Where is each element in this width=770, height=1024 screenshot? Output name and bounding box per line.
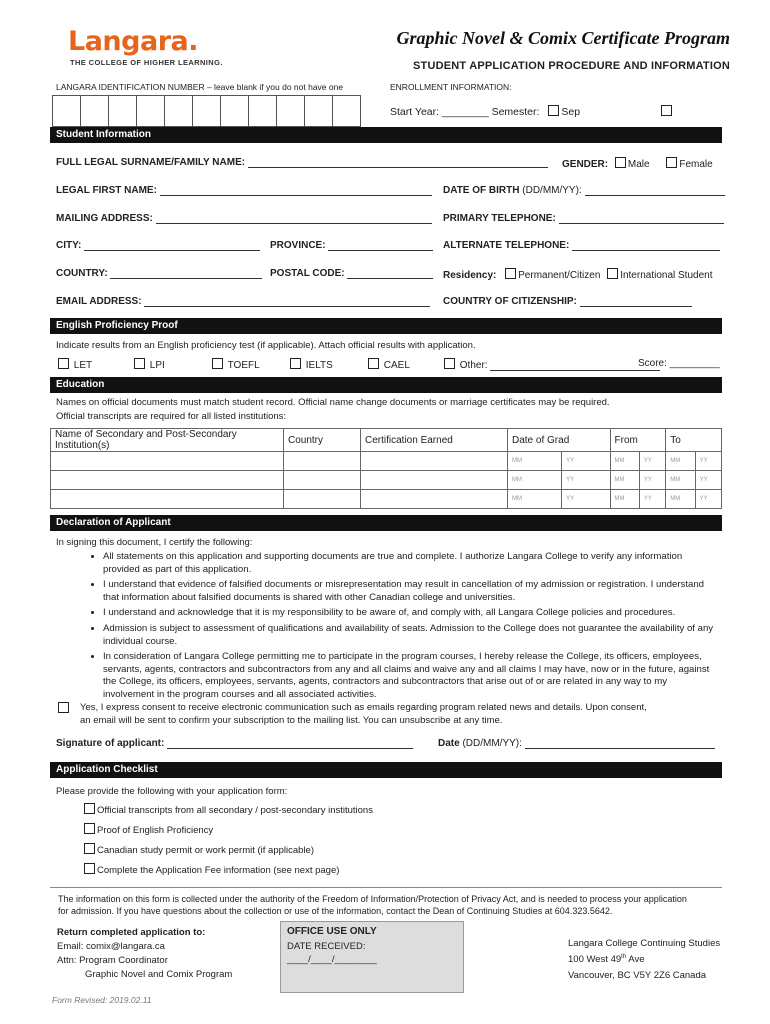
checklist-intro: Please provide the following with your application form: bbox=[56, 786, 288, 797]
country-label: COUNTRY: bbox=[56, 268, 108, 279]
let-label: LET bbox=[73, 360, 93, 371]
header-country: Country bbox=[284, 429, 361, 452]
transcripts-checkbox[interactable] bbox=[84, 803, 95, 814]
checklist-item-permit[interactable] bbox=[84, 843, 314, 856]
english-proof-checkbox[interactable] bbox=[84, 823, 95, 834]
fee-label: Complete the Application Fee information (see next page) bbox=[97, 865, 340, 876]
header-from: From bbox=[610, 429, 666, 452]
id-number-boxes[interactable] bbox=[52, 95, 361, 127]
start-year-label: Start Year: ________ Semester: bbox=[390, 106, 540, 118]
citizenship-label: COUNTRY OF CITIZENSHIP: bbox=[443, 296, 577, 307]
primary-tel-field[interactable] bbox=[559, 213, 724, 224]
section-education: Education bbox=[50, 377, 722, 393]
grad-mm-cell[interactable]: MM bbox=[508, 471, 562, 490]
grad-yy-cell[interactable]: YY bbox=[562, 452, 610, 471]
langara-logo: Langara. bbox=[68, 26, 198, 57]
english-instruction: Indicate results from an English proficiency test (if applicable). Attach official results with application. bbox=[56, 340, 476, 351]
logo-tagline: THE COLLEGE OF HIGHER LEARNING. bbox=[70, 58, 223, 67]
lpi-label: LPI bbox=[149, 360, 165, 371]
other-field[interactable] bbox=[490, 360, 660, 371]
dob-label: DATE OF BIRTH bbox=[443, 185, 520, 196]
international-label: International Student bbox=[620, 270, 713, 281]
education-note-2: Official transcripts are required for all listed institutions: bbox=[56, 411, 287, 422]
header-date-grad: Date of Grad bbox=[508, 429, 611, 452]
email-label: EMAIL ADDRESS: bbox=[56, 296, 142, 307]
education-note-1: Names on official documents must match student record. Official name change documents or marriage certificates may be required. bbox=[56, 397, 610, 408]
country-cell[interactable] bbox=[284, 471, 361, 490]
permanent-label: Permanent/Citizen bbox=[518, 270, 601, 281]
sign-date-format: (DD/MM/YY): bbox=[462, 738, 522, 749]
province-label: PROVINCE: bbox=[270, 240, 326, 251]
city-row bbox=[56, 240, 260, 251]
first-name-label: LEGAL FIRST NAME: bbox=[56, 185, 157, 196]
list-item: • All statements on this application and supporting documents are true and complete. I authorize Langara College to verify any information provided as part of this application. bbox=[103, 551, 716, 576]
form-subtitle: STUDENT APPLICATION PROCEDURE AND INFORMATION bbox=[413, 60, 730, 72]
institution-cell[interactable] bbox=[51, 490, 284, 509]
enrollment-label: ENROLLMENT INFORMATION: bbox=[390, 82, 512, 92]
dob-row bbox=[443, 185, 725, 196]
from-yy-cell[interactable]: YY bbox=[639, 490, 665, 509]
primary-tel-row bbox=[443, 213, 724, 224]
return-program: Graphic Novel and Comix Program bbox=[85, 969, 233, 980]
table-row[interactable] bbox=[51, 490, 722, 509]
from-yy-cell[interactable]: YY bbox=[639, 471, 665, 490]
start-year-field[interactable] bbox=[390, 105, 674, 118]
sep-checkbox[interactable] bbox=[548, 105, 559, 116]
primary-tel-label: PRIMARY TELEPHONE: bbox=[443, 213, 556, 224]
test-option-let[interactable] bbox=[58, 358, 92, 371]
test-option-toefl[interactable] bbox=[212, 358, 260, 371]
address-line-3: Vancouver, BC V5Y 2Z6 Canada bbox=[568, 970, 707, 981]
email-field[interactable] bbox=[144, 296, 430, 307]
citizenship-field[interactable] bbox=[580, 296, 692, 307]
header-certification: Certification Earned bbox=[361, 429, 508, 452]
checklist-item-fee[interactable] bbox=[84, 863, 339, 876]
return-to-label: Return completed application to: bbox=[57, 927, 206, 938]
postal-label: POSTAL CODE: bbox=[270, 268, 345, 279]
return-email: Email: comix@langara.ca bbox=[57, 941, 165, 952]
email-row bbox=[56, 296, 430, 307]
list-item: • I understand that evidence of falsified documents or misrepresentation may result in cancellation of my admission or registration. I understand that information about falsified documents is shared with other Canadian college and universities. bbox=[103, 579, 716, 604]
to-mm-cell[interactable]: MM bbox=[666, 490, 695, 509]
checklist-item-transcripts[interactable] bbox=[84, 803, 373, 816]
postal-field[interactable] bbox=[347, 268, 433, 279]
from-mm-cell[interactable]: MM bbox=[610, 452, 639, 471]
toefl-label: TOEFL bbox=[227, 360, 260, 371]
alt-tel-field[interactable] bbox=[572, 240, 720, 251]
address-ave: Ave bbox=[626, 954, 645, 966]
ielts-checkbox[interactable] bbox=[290, 358, 301, 369]
permanent-checkbox[interactable] bbox=[505, 268, 516, 279]
grad-mm-cell[interactable]: MM bbox=[508, 452, 562, 471]
address-line-1: Langara College Continuing Studies bbox=[568, 938, 721, 949]
list-item: • Admission is subject to assessment of qualifications and availability of seats. Admission to the College does not guarantee the availability of any individual course. bbox=[103, 623, 716, 648]
sign-date-row bbox=[438, 738, 715, 749]
education-table bbox=[50, 428, 722, 509]
province-field[interactable] bbox=[328, 240, 433, 251]
city-label: CITY: bbox=[56, 240, 82, 251]
male-checkbox[interactable] bbox=[615, 157, 626, 168]
test-option-ielts[interactable] bbox=[290, 358, 333, 371]
grad-mm-cell[interactable]: MM bbox=[508, 490, 562, 509]
sep-label: Sep bbox=[561, 106, 581, 118]
certification-cell[interactable] bbox=[361, 490, 508, 509]
score-field[interactable]: Score: _________ bbox=[638, 358, 720, 369]
to-yy-cell[interactable]: YY bbox=[695, 471, 721, 490]
dob-format: (DD/MM/YY): bbox=[522, 185, 582, 196]
from-yy-cell[interactable]: YY bbox=[639, 452, 665, 471]
test-option-other[interactable] bbox=[444, 358, 660, 371]
gender-row bbox=[562, 157, 713, 170]
province-row bbox=[270, 240, 433, 251]
privacy-text-1: The information on this form is collected under the authority of the Freedom of Information/Protection of Privacy Act, and is needed to process your application bbox=[58, 894, 687, 904]
address-street: 100 West 49 bbox=[568, 954, 622, 966]
female-label: Female bbox=[679, 159, 713, 170]
dob-field[interactable] bbox=[585, 185, 725, 196]
date-received-field: ____/____/________ bbox=[287, 954, 377, 965]
from-mm-cell[interactable]: MM bbox=[610, 471, 639, 490]
consent-text-2: an email will be sent to confirm your subscription to the mailing list. You can unsubscribe at any time. bbox=[80, 715, 503, 726]
first-name-field[interactable] bbox=[160, 185, 432, 196]
permit-label: Canadian study permit or work permit (if applicable) bbox=[97, 845, 315, 856]
return-attn: Attn: Program Coordinator bbox=[57, 955, 168, 966]
privacy-text-2: for admission. If you have questions about the collection or use of the information, contact the Dean of Continuing Studies at 604.323.5642. bbox=[58, 906, 613, 916]
declaration-intro: In signing this document, I certify the following: bbox=[56, 537, 253, 548]
header-institution: Name of Secondary and Post-Secondary Institution(s) bbox=[51, 429, 284, 452]
country-cell[interactable] bbox=[284, 490, 361, 509]
sign-date-label: Date bbox=[438, 738, 460, 749]
country-cell[interactable] bbox=[284, 452, 361, 471]
signature-label: Signature of applicant: bbox=[56, 738, 165, 749]
consent-checkbox-wrap[interactable] bbox=[58, 702, 71, 715]
lpi-checkbox[interactable] bbox=[134, 358, 145, 369]
consent-text-1: Yes, I express consent to receive electronic communication such as emails regarding program related news and details. Upon consent, bbox=[80, 702, 647, 713]
sign-date-field[interactable] bbox=[525, 738, 715, 749]
certification-cell[interactable] bbox=[361, 452, 508, 471]
section-student-information: Student Information bbox=[50, 127, 722, 143]
permit-checkbox[interactable] bbox=[84, 843, 95, 854]
city-field[interactable] bbox=[84, 240, 260, 251]
address-line-2 bbox=[568, 954, 645, 965]
institution-cell[interactable] bbox=[51, 452, 284, 471]
grad-yy-cell[interactable]: YY bbox=[562, 490, 610, 509]
female-checkbox[interactable] bbox=[666, 157, 677, 168]
toefl-checkbox[interactable] bbox=[212, 358, 223, 369]
country-field[interactable] bbox=[110, 268, 262, 279]
english-proof-label: Proof of English Proficiency bbox=[97, 825, 214, 836]
residency-label: Residency: bbox=[443, 270, 497, 281]
citizenship-row bbox=[443, 296, 692, 307]
list-item: • In consideration of Langara College permitting me to participate in the program courses, I hereby release the College, its officers, employees, servants, agents, contractors and subcontractors from any and all claims and waive any and all claims I may have, now or in the future, against the College, its officers, employees, servants, agents, contractors and subcontractors that arise out of or are related in any way to my involvement in the program courses and all associated activities. bbox=[103, 651, 716, 701]
grad-yy-cell[interactable]: YY bbox=[562, 471, 610, 490]
alt-tel-label: ALTERNATE TELEPHONE: bbox=[443, 240, 570, 251]
other-semester-checkbox[interactable] bbox=[661, 105, 672, 116]
first-name-row bbox=[56, 185, 432, 196]
ielts-label: IELTS bbox=[305, 360, 333, 371]
surname-field[interactable] bbox=[248, 157, 548, 168]
from-mm-cell[interactable]: MM bbox=[610, 490, 639, 509]
signature-field[interactable] bbox=[167, 738, 413, 749]
gender-label: GENDER: bbox=[562, 159, 609, 170]
surname-label: FULL LEGAL SURNAME/FAMILY NAME: bbox=[56, 157, 246, 168]
office-use-box bbox=[280, 921, 464, 993]
declaration-list bbox=[56, 551, 716, 705]
table-row[interactable] bbox=[51, 452, 722, 471]
consent-checkbox[interactable] bbox=[58, 702, 69, 713]
section-english-proficiency: English Proficiency Proof bbox=[50, 318, 722, 334]
address-suffix: th bbox=[621, 954, 627, 960]
form-revised: Form Revised: 2019.02.11 bbox=[52, 995, 152, 1005]
cael-label: CAEL bbox=[383, 360, 410, 371]
mailing-label: MAILING ADDRESS: bbox=[56, 213, 153, 224]
international-checkbox[interactable] bbox=[607, 268, 618, 279]
education-header-row bbox=[51, 429, 722, 452]
alt-tel-row bbox=[443, 240, 720, 251]
male-label: Male bbox=[627, 159, 650, 170]
postal-row bbox=[270, 268, 433, 279]
to-yy-cell[interactable]: YY bbox=[695, 452, 721, 471]
mailing-row bbox=[56, 213, 432, 224]
country-row bbox=[56, 268, 262, 279]
let-checkbox[interactable] bbox=[58, 358, 69, 369]
transcripts-label: Official transcripts from all secondary / post-secondary institutions bbox=[97, 805, 373, 816]
table-row[interactable] bbox=[51, 471, 722, 490]
certification-cell[interactable] bbox=[361, 471, 508, 490]
cael-checkbox[interactable] bbox=[368, 358, 379, 369]
other-checkbox[interactable] bbox=[444, 358, 455, 369]
test-option-lpi[interactable] bbox=[134, 358, 165, 371]
office-use-title: OFFICE USE ONLY bbox=[287, 926, 377, 937]
to-yy-cell[interactable]: YY bbox=[695, 490, 721, 509]
other-label: Other: bbox=[459, 360, 488, 371]
program-title: Graphic Novel & Comix Certificate Program bbox=[396, 28, 730, 48]
to-mm-cell[interactable]: MM bbox=[666, 452, 695, 471]
to-mm-cell[interactable]: MM bbox=[666, 471, 695, 490]
signature-row bbox=[56, 738, 413, 749]
section-declaration: Declaration of Applicant bbox=[50, 515, 722, 531]
mailing-field[interactable] bbox=[156, 213, 432, 224]
fee-checkbox[interactable] bbox=[84, 863, 95, 874]
date-received-label: DATE RECEIVED: bbox=[287, 941, 366, 952]
residency-row bbox=[443, 268, 712, 281]
footer-divider bbox=[50, 887, 722, 888]
section-checklist: Application Checklist bbox=[50, 762, 722, 778]
institution-cell[interactable] bbox=[51, 471, 284, 490]
id-number-label: LANGARA IDENTIFICATION NUMBER – leave blank if you do not have one bbox=[56, 82, 344, 92]
surname-row bbox=[56, 157, 548, 168]
checklist-item-english[interactable] bbox=[84, 823, 213, 836]
test-option-cael[interactable] bbox=[368, 358, 410, 371]
list-item: • I understand and acknowledge that it is my responsibility to be aware of, and comply with, all Langara College policies and procedures. bbox=[103, 607, 716, 620]
header-to: To bbox=[666, 429, 722, 452]
